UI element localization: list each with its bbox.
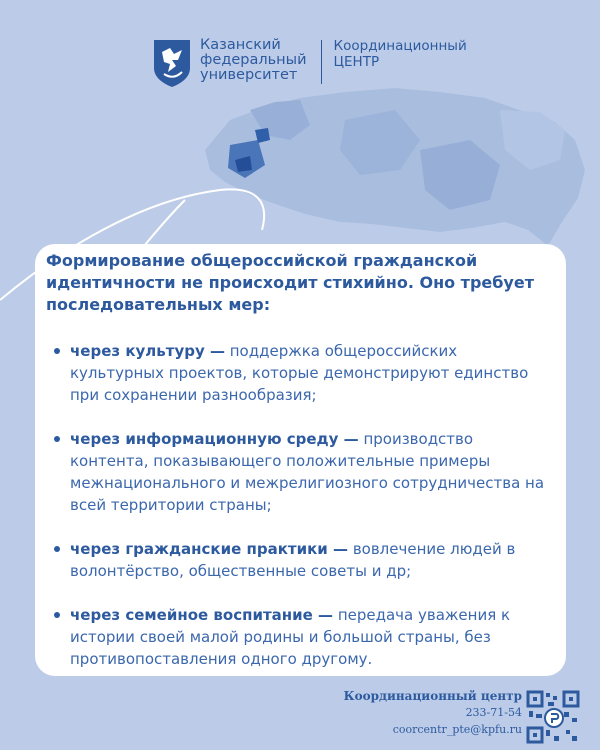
list-item: [46, 340, 546, 406]
center-name-line: Координационный: [333, 38, 467, 54]
intro-text: Формирование общероссийской гражданской идентичности не происходит стихийно. Оно требует последовательных мер:: [46, 251, 534, 314]
footer-email[interactable]: coorcentr_pte@kpfu.ru: [392, 723, 522, 736]
list-item-text: передача уважения к истории своей малой родины и большой страны, без противопоставления одного другому.: [70, 606, 511, 668]
list-item-heading: через информационную среду —: [70, 430, 359, 448]
list-item-heading: через семейное воспитание —: [70, 606, 334, 624]
list-item-text: поддержка общероссийских культурных проектов, которые демонстрируют единство при сохранении разнообразия;: [70, 342, 529, 404]
list-item: [46, 428, 546, 516]
header: [152, 38, 467, 88]
header-divider: [321, 40, 322, 84]
center-name-line: ЦЕНТР: [333, 54, 380, 70]
university-name-line: федеральный: [200, 52, 307, 68]
bullet-icon: [54, 612, 60, 618]
list-item: [46, 604, 546, 670]
footer-title: Координационный центр: [343, 689, 522, 703]
center-name: [334, 38, 467, 70]
qr-code-icon: [526, 690, 580, 744]
list-item: [46, 538, 546, 582]
list-item-text: вовлечение людей в волонтёрство, общественные советы и др;: [70, 540, 516, 580]
university-name-line: Казанский: [200, 37, 281, 53]
list-item-heading: через гражданские практики —: [70, 540, 349, 558]
footer-contacts: [344, 688, 522, 738]
university-name-line: университет: [200, 67, 298, 83]
measures-list: [46, 340, 546, 692]
list-item-text: производство контента, показывающего положительные примеры межнационального и межрелигиозного сотрудничества на всей территории страны;: [70, 430, 545, 514]
list-item-heading: через культуру —: [70, 342, 225, 360]
university-name: [200, 38, 307, 83]
bullet-icon: [54, 546, 60, 552]
kfu-logo-icon: [152, 38, 192, 88]
footer-phone: 233-71-54: [465, 706, 522, 719]
bullet-icon: [54, 348, 60, 354]
bullet-icon: [54, 436, 60, 442]
